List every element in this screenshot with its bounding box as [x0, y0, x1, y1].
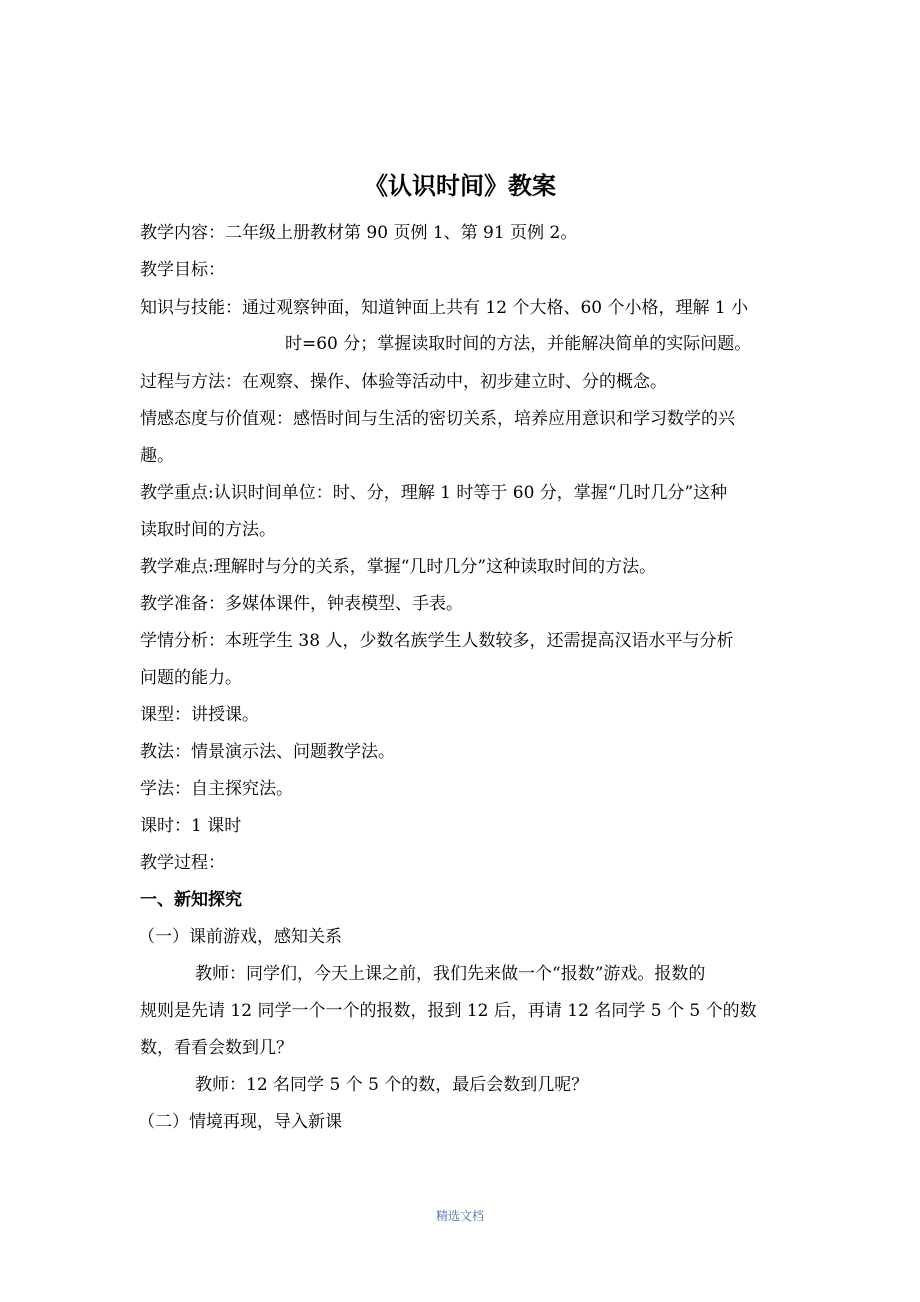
- key-points-line-2: 读取时间的方法。: [140, 520, 276, 540]
- lesson-type: 课型：讲授课。: [140, 705, 259, 725]
- section-heading-new-knowledge: 一、新知探究: [140, 890, 242, 910]
- difficult-points: 教学难点:理解时与分的关系，掌握“几时几分”这种读取时间的方法。: [140, 557, 657, 577]
- document-title: 《认识时间》教案: [364, 172, 556, 200]
- teaching-process-heading: 教学过程：: [140, 853, 225, 873]
- teaching-method: 教法：情景演示法、问题教学法。: [140, 742, 395, 762]
- class-hours: 课时：1 课时: [140, 816, 242, 836]
- teaching-content: 教学内容：二年级上册教材第 90 页例 1、第 91 页例 2。: [140, 223, 578, 243]
- page-footer: 精选文档: [435, 1209, 484, 1223]
- emotion-values-line-1: 情感态度与价值观：感悟时间与生活的密切关系，培养应用意识和学习数学的兴: [140, 409, 735, 429]
- knowledge-skills-line-2: 时=60 分；掌握读取时间的方法，并能解决简单的实际问题。: [285, 334, 752, 354]
- subsection-heading-1: （一）课前游戏，感知关系: [138, 927, 342, 947]
- teacher-paragraph-2: 教师：12 名同学 5 个 5 个的数，最后会数到几呢？: [195, 1075, 589, 1095]
- student-analysis-line-2: 问题的能力。: [140, 668, 242, 688]
- process-method: 过程与方法：在观察、操作、体验等活动中，初步建立时、分的概念。: [140, 372, 667, 392]
- teaching-goals-heading: 教学目标：: [140, 260, 225, 280]
- teacher-paragraph-1-line-1: 教师：同学们，今天上课之前，我们先来做一个“报数”游戏。报数的: [195, 964, 706, 984]
- teaching-preparation: 教学准备：多媒体课件，钟表模型、手表。: [140, 594, 463, 614]
- knowledge-skills-line-1: 知识与技能：通过观察钟面，知道钟面上共有 12 个大格、60 个小格，理解 1 小: [140, 298, 749, 318]
- subsection-heading-2: （二）情境再现，导入新课: [138, 1112, 342, 1132]
- key-points-line-1: 教学重点:认识时间单位：时、分，理解 1 时等于 60 分，掌握“几时几分”这种: [140, 483, 728, 503]
- student-analysis-line-1: 学情分析：本班学生 38 人，少数名族学生人数较多，还需提高汉语水平与分析: [140, 631, 734, 651]
- emotion-values-line-2: 趣。: [140, 446, 174, 466]
- learning-method: 学法：自主探究法。: [140, 779, 293, 799]
- teacher-paragraph-1-line-3: 数，看看会数到几？: [140, 1038, 293, 1058]
- teacher-paragraph-1-line-2: 规则是先请 12 同学一个一个的报数，报到 12 后，再请 12 名同学 5 个 5 个的数: [140, 1001, 757, 1021]
